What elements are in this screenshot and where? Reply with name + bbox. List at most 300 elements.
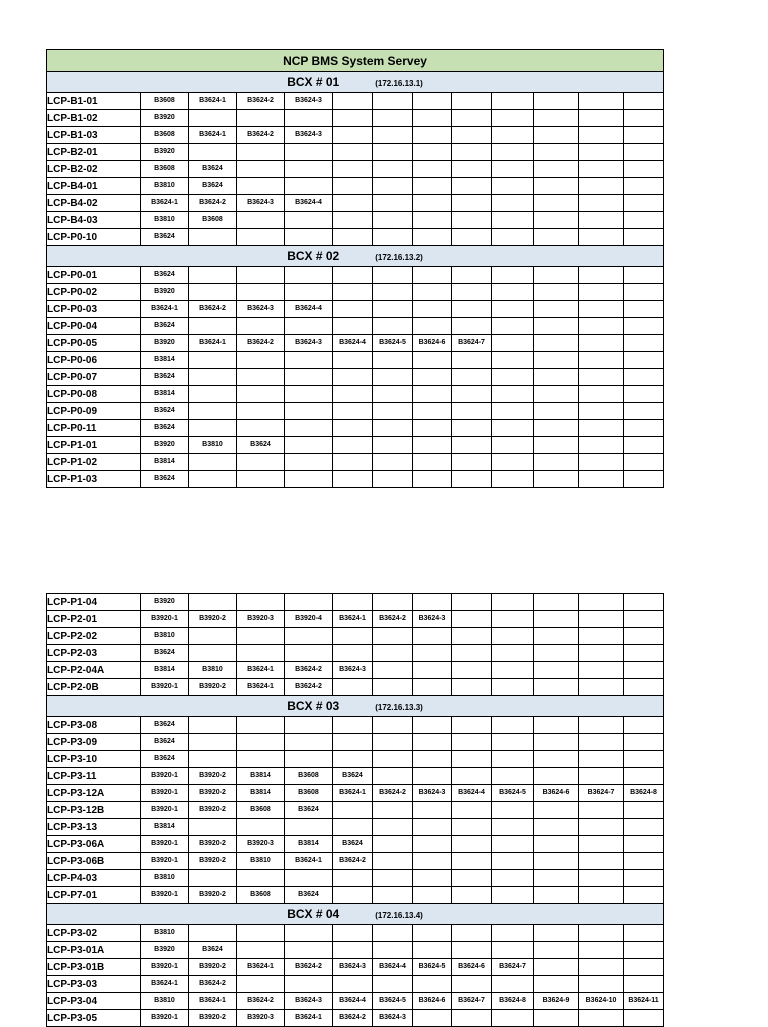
module-cell: B3810 xyxy=(141,870,189,887)
module-cell xyxy=(285,369,333,386)
module-cell xyxy=(492,628,534,645)
module-cell xyxy=(492,437,534,454)
module-cell xyxy=(579,229,624,246)
module-cell: B3920-3 xyxy=(237,1010,285,1027)
bcx-ip: (172.16.13.2) xyxy=(375,253,423,262)
module-cell: B3920 xyxy=(141,437,189,454)
module-cell: B3624-7 xyxy=(579,785,624,802)
module-cell xyxy=(624,819,664,836)
module-cell xyxy=(189,594,237,611)
module-cell: B3814 xyxy=(141,386,189,403)
module-cell: B3920 xyxy=(141,942,189,959)
module-cell xyxy=(492,369,534,386)
module-cell xyxy=(333,976,373,993)
module-cell xyxy=(237,318,285,335)
module-cell xyxy=(624,195,664,212)
module-cell xyxy=(189,628,237,645)
module-cell xyxy=(534,870,579,887)
module-cell: B3624 xyxy=(285,887,333,904)
module-cell xyxy=(189,645,237,662)
module-cell: B3624-2 xyxy=(373,611,413,628)
module-cell xyxy=(534,751,579,768)
module-cell xyxy=(579,195,624,212)
module-cell xyxy=(237,267,285,284)
table-row xyxy=(47,386,664,403)
module-cell xyxy=(492,611,534,628)
module-cell: B3608 xyxy=(189,212,237,229)
module-cell xyxy=(492,229,534,246)
module-cell xyxy=(333,420,373,437)
module-cell xyxy=(492,195,534,212)
module-cell xyxy=(492,335,534,352)
table-row xyxy=(47,942,664,959)
module-cell xyxy=(534,768,579,785)
table-row xyxy=(47,318,664,335)
module-cell xyxy=(534,369,579,386)
module-cell xyxy=(237,594,285,611)
module-cell xyxy=(189,369,237,386)
module-cell xyxy=(579,335,624,352)
module-cell xyxy=(373,768,413,785)
module-cell xyxy=(237,144,285,161)
module-cell xyxy=(534,301,579,318)
module-cell xyxy=(492,870,534,887)
module-cell xyxy=(624,679,664,696)
module-cell xyxy=(333,110,373,127)
module-cell xyxy=(624,369,664,386)
module-cell xyxy=(452,734,492,751)
module-cell xyxy=(413,471,452,488)
module-cell xyxy=(373,594,413,611)
table-row xyxy=(47,751,664,768)
module-cell xyxy=(452,870,492,887)
lcp-label: LCP-B2-02 xyxy=(47,161,141,178)
module-cell xyxy=(373,976,413,993)
module-cell: B3624-3 xyxy=(237,301,285,318)
table-row xyxy=(47,403,664,420)
module-cell: B3624 xyxy=(333,836,373,853)
module-cell: B3624-11 xyxy=(624,993,664,1010)
module-cell xyxy=(373,212,413,229)
module-cell: B3608 xyxy=(285,768,333,785)
lcp-label: LCP-B4-01 xyxy=(47,178,141,195)
module-cell: B3920-1 xyxy=(141,785,189,802)
lcp-label: LCP-P3-13 xyxy=(47,819,141,836)
module-cell xyxy=(492,751,534,768)
module-cell xyxy=(413,645,452,662)
module-cell: B3624 xyxy=(141,734,189,751)
module-cell xyxy=(189,819,237,836)
lcp-label: LCP-P0-01 xyxy=(47,267,141,284)
module-cell xyxy=(624,802,664,819)
module-cell: B3814 xyxy=(141,352,189,369)
module-cell xyxy=(373,93,413,110)
module-cell xyxy=(452,386,492,403)
module-cell xyxy=(534,645,579,662)
module-cell xyxy=(237,369,285,386)
lcp-label: LCP-P0-10 xyxy=(47,229,141,246)
module-cell xyxy=(373,352,413,369)
table-row xyxy=(47,959,664,976)
module-cell: B3624-2 xyxy=(189,976,237,993)
module-cell xyxy=(624,976,664,993)
lcp-label: LCP-P2-02 xyxy=(47,628,141,645)
module-cell: B3624-1 xyxy=(237,679,285,696)
module-cell: B3920 xyxy=(141,110,189,127)
module-cell: B3810 xyxy=(189,437,237,454)
module-cell xyxy=(452,93,492,110)
bcx-header xyxy=(47,904,664,925)
module-cell xyxy=(579,734,624,751)
module-cell: B3624-7 xyxy=(492,959,534,976)
module-cell xyxy=(579,942,624,959)
module-cell: B3608 xyxy=(141,127,189,144)
module-cell xyxy=(237,628,285,645)
module-cell xyxy=(579,471,624,488)
module-cell xyxy=(333,471,373,488)
module-cell xyxy=(237,454,285,471)
table-row xyxy=(47,437,664,454)
lcp-label: LCP-B1-02 xyxy=(47,110,141,127)
module-cell: B3624-3 xyxy=(237,195,285,212)
module-cell xyxy=(333,229,373,246)
bcx-ip: (172.16.13.4) xyxy=(375,911,423,920)
module-cell xyxy=(452,352,492,369)
lcp-label: LCP-B2-01 xyxy=(47,144,141,161)
module-cell xyxy=(579,802,624,819)
lcp-label: LCP-P1-02 xyxy=(47,454,141,471)
module-cell xyxy=(333,369,373,386)
bcx-header-row xyxy=(47,72,664,93)
module-cell xyxy=(579,628,624,645)
module-cell xyxy=(373,161,413,178)
module-cell xyxy=(413,853,452,870)
module-cell: B3624-1 xyxy=(141,195,189,212)
bcx-header-row xyxy=(47,696,664,717)
module-cell: B3920-4 xyxy=(285,611,333,628)
module-cell: B3624-5 xyxy=(492,785,534,802)
module-cell: B3920-1 xyxy=(141,959,189,976)
module-cell xyxy=(579,284,624,301)
module-cell: B3810 xyxy=(141,212,189,229)
module-cell xyxy=(237,870,285,887)
module-cell: B3624-3 xyxy=(413,611,452,628)
module-cell xyxy=(237,161,285,178)
module-cell xyxy=(624,301,664,318)
module-cell xyxy=(285,819,333,836)
module-cell xyxy=(624,284,664,301)
module-cell xyxy=(492,403,534,420)
module-cell: B3624-1 xyxy=(141,301,189,318)
survey-table-bottom xyxy=(46,593,664,1027)
module-cell xyxy=(534,93,579,110)
module-cell xyxy=(373,369,413,386)
module-cell xyxy=(534,836,579,853)
module-cell xyxy=(237,386,285,403)
module-cell xyxy=(452,611,492,628)
module-cell xyxy=(373,403,413,420)
module-cell xyxy=(534,318,579,335)
module-cell: B3624-4 xyxy=(333,993,373,1010)
module-cell: B3810 xyxy=(141,993,189,1010)
module-cell xyxy=(452,212,492,229)
module-cell xyxy=(237,420,285,437)
module-cell: B3624-9 xyxy=(534,993,579,1010)
bcx-header xyxy=(47,72,664,93)
module-cell: B3624-3 xyxy=(285,93,333,110)
module-cell xyxy=(333,594,373,611)
module-cell xyxy=(189,454,237,471)
bcx-name: BCX # 04 xyxy=(287,907,340,921)
module-cell xyxy=(452,144,492,161)
module-cell xyxy=(624,662,664,679)
module-cell xyxy=(579,301,624,318)
module-cell xyxy=(333,751,373,768)
module-cell xyxy=(285,178,333,195)
module-cell xyxy=(492,942,534,959)
module-cell: B3624-1 xyxy=(189,93,237,110)
lcp-label: LCP-P0-05 xyxy=(47,335,141,352)
module-cell xyxy=(373,386,413,403)
module-cell xyxy=(452,284,492,301)
module-cell xyxy=(413,819,452,836)
module-cell xyxy=(624,161,664,178)
module-cell: B3814 xyxy=(285,836,333,853)
table-row xyxy=(47,284,664,301)
module-cell xyxy=(237,403,285,420)
module-cell xyxy=(624,403,664,420)
module-cell: B3624-2 xyxy=(189,301,237,318)
module-cell xyxy=(452,110,492,127)
module-cell xyxy=(579,751,624,768)
module-cell: B3920 xyxy=(141,284,189,301)
module-cell: B3920 xyxy=(141,335,189,352)
module-cell xyxy=(373,178,413,195)
module-cell: B3624-6 xyxy=(452,959,492,976)
module-cell xyxy=(285,645,333,662)
module-cell xyxy=(579,212,624,229)
module-cell xyxy=(492,679,534,696)
module-cell xyxy=(373,751,413,768)
table-row xyxy=(47,454,664,471)
module-cell: B3624-6 xyxy=(413,335,452,352)
module-cell xyxy=(534,437,579,454)
module-cell: B3624-2 xyxy=(333,853,373,870)
module-cell: B3624-5 xyxy=(373,335,413,352)
module-cell xyxy=(373,853,413,870)
module-cell xyxy=(333,819,373,836)
module-cell xyxy=(452,802,492,819)
module-cell: B3920-1 xyxy=(141,853,189,870)
module-cell xyxy=(333,454,373,471)
module-cell xyxy=(492,301,534,318)
bcx-header-row xyxy=(47,904,664,925)
module-cell xyxy=(452,594,492,611)
module-cell xyxy=(492,178,534,195)
module-cell xyxy=(333,318,373,335)
module-cell xyxy=(237,212,285,229)
module-cell: B3624-4 xyxy=(285,301,333,318)
module-cell xyxy=(413,144,452,161)
module-cell xyxy=(237,229,285,246)
module-cell xyxy=(492,976,534,993)
module-cell xyxy=(534,127,579,144)
module-cell xyxy=(492,802,534,819)
module-cell: B3920-2 xyxy=(189,785,237,802)
module-cell xyxy=(579,454,624,471)
module-cell xyxy=(333,734,373,751)
module-cell: B3624-7 xyxy=(452,993,492,1010)
module-cell: B3810 xyxy=(141,925,189,942)
module-cell xyxy=(452,229,492,246)
module-cell: B3624 xyxy=(333,768,373,785)
module-cell: B3624 xyxy=(237,437,285,454)
module-cell xyxy=(285,144,333,161)
module-cell xyxy=(579,611,624,628)
module-cell xyxy=(373,471,413,488)
survey-table-top xyxy=(46,49,664,488)
module-cell xyxy=(624,594,664,611)
module-cell xyxy=(189,144,237,161)
module-cell xyxy=(285,386,333,403)
module-cell xyxy=(333,437,373,454)
module-cell xyxy=(413,178,452,195)
module-cell xyxy=(492,110,534,127)
table-row xyxy=(47,734,664,751)
module-cell xyxy=(492,267,534,284)
module-cell xyxy=(413,454,452,471)
table-row xyxy=(47,229,664,246)
module-cell xyxy=(237,734,285,751)
module-cell: B3624 xyxy=(189,942,237,959)
lcp-label: LCP-P0-03 xyxy=(47,301,141,318)
module-cell xyxy=(534,386,579,403)
module-cell xyxy=(579,110,624,127)
module-cell xyxy=(413,284,452,301)
module-cell xyxy=(579,819,624,836)
module-cell: B3814 xyxy=(237,785,285,802)
module-cell: B3624-1 xyxy=(189,335,237,352)
module-cell xyxy=(373,925,413,942)
module-cell xyxy=(413,301,452,318)
module-cell xyxy=(492,734,534,751)
lcp-label: LCP-P7-01 xyxy=(47,887,141,904)
module-cell xyxy=(534,403,579,420)
module-cell xyxy=(534,284,579,301)
module-cell xyxy=(373,942,413,959)
module-cell xyxy=(534,420,579,437)
module-cell xyxy=(285,751,333,768)
module-cell xyxy=(534,195,579,212)
module-cell xyxy=(624,645,664,662)
module-cell: B3624 xyxy=(141,420,189,437)
module-cell xyxy=(534,161,579,178)
module-cell xyxy=(373,628,413,645)
module-cell xyxy=(413,717,452,734)
module-cell: B3920-2 xyxy=(189,1010,237,1027)
module-cell xyxy=(579,870,624,887)
module-cell xyxy=(333,144,373,161)
module-cell: B3624 xyxy=(189,161,237,178)
table-row xyxy=(47,662,664,679)
module-cell: B3624-2 xyxy=(237,335,285,352)
module-cell xyxy=(237,976,285,993)
module-cell xyxy=(285,403,333,420)
module-cell: B3608 xyxy=(285,785,333,802)
module-cell xyxy=(624,93,664,110)
module-cell xyxy=(285,717,333,734)
module-cell xyxy=(452,454,492,471)
module-cell xyxy=(413,403,452,420)
module-cell xyxy=(579,976,624,993)
module-cell xyxy=(492,454,534,471)
module-cell: B3624-1 xyxy=(333,785,373,802)
lcp-label: LCP-P3-03 xyxy=(47,976,141,993)
module-cell: B3920-2 xyxy=(189,836,237,853)
module-cell xyxy=(452,318,492,335)
module-cell xyxy=(237,471,285,488)
module-cell xyxy=(534,819,579,836)
lcp-label: LCP-P3-09 xyxy=(47,734,141,751)
module-cell: B3920-2 xyxy=(189,853,237,870)
module-cell xyxy=(579,318,624,335)
module-cell xyxy=(492,212,534,229)
module-cell: B3624-8 xyxy=(624,785,664,802)
module-cell xyxy=(373,802,413,819)
module-cell xyxy=(333,127,373,144)
module-cell xyxy=(624,836,664,853)
module-cell xyxy=(373,144,413,161)
module-cell: B3920-2 xyxy=(189,959,237,976)
module-cell xyxy=(333,679,373,696)
table-row xyxy=(47,301,664,318)
lcp-label: LCP-P3-01A xyxy=(47,942,141,959)
module-cell xyxy=(624,144,664,161)
module-cell xyxy=(579,594,624,611)
module-cell xyxy=(492,853,534,870)
lcp-label: LCP-P0-04 xyxy=(47,318,141,335)
module-cell xyxy=(534,679,579,696)
module-cell xyxy=(492,887,534,904)
module-cell xyxy=(452,645,492,662)
module-cell: B3920-2 xyxy=(189,887,237,904)
module-cell xyxy=(534,853,579,870)
module-cell xyxy=(285,229,333,246)
module-cell xyxy=(333,887,373,904)
module-cell xyxy=(534,229,579,246)
module-cell: B3810 xyxy=(141,628,189,645)
module-cell xyxy=(452,925,492,942)
module-cell xyxy=(189,110,237,127)
module-cell xyxy=(624,229,664,246)
module-cell: B3624-2 xyxy=(333,1010,373,1027)
module-cell xyxy=(534,594,579,611)
table-row xyxy=(47,178,664,195)
module-cell xyxy=(413,836,452,853)
module-cell: B3814 xyxy=(141,819,189,836)
module-cell xyxy=(413,318,452,335)
module-cell: B3624 xyxy=(285,802,333,819)
module-cell xyxy=(534,734,579,751)
module-cell xyxy=(579,403,624,420)
module-cell xyxy=(534,110,579,127)
module-cell xyxy=(237,284,285,301)
lcp-label: LCP-P0-07 xyxy=(47,369,141,386)
module-cell xyxy=(452,161,492,178)
module-cell: B3920-2 xyxy=(189,679,237,696)
module-cell: B3624 xyxy=(141,229,189,246)
module-cell xyxy=(285,212,333,229)
